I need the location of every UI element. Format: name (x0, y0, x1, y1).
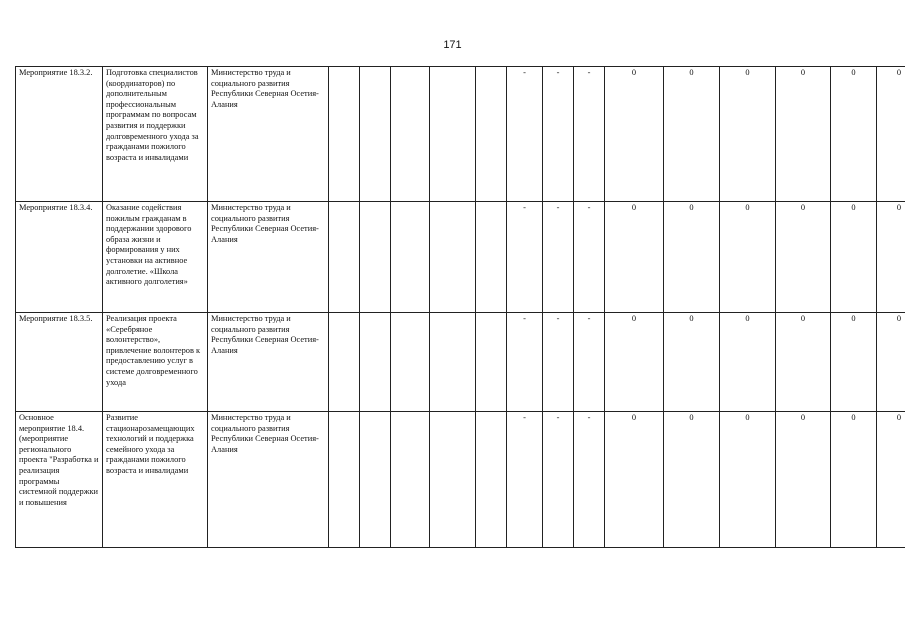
empty-cell (329, 67, 360, 202)
table-row (16, 412, 905, 548)
executor-cell: Министерство труда и социального развития Республики Северная Осетия-Алания (208, 202, 329, 313)
value-cell: 0 (605, 67, 664, 202)
dash-cell: - (574, 202, 605, 313)
value-cell: 0 (720, 313, 776, 412)
empty-cell (476, 202, 507, 313)
table-row (16, 313, 905, 412)
description-cell: Развитие стационарозамещающих технологий и поддержка семейного ухода за гражданами пожилого возраста и инвалидами (103, 412, 208, 548)
empty-cell (476, 313, 507, 412)
value-cell: 0 (776, 412, 831, 548)
description-cell: Оказание содействия пожилым гражданам в поддержании здорового образа жизни и формирования у них установки на активное долголетие. «Школа активного долголетия» (103, 202, 208, 313)
event-cell: Мероприятие 18.3.4. (16, 202, 103, 313)
empty-cell (391, 67, 430, 202)
program-table (15, 66, 905, 548)
event-cell: Основное мероприятие 18.4. (мероприятие регионального проекта "Разработка и реализация программы системной поддержки и повышения (16, 412, 103, 548)
empty-cell (430, 313, 476, 412)
value-cell: 0 (664, 313, 720, 412)
dash-cell: - (574, 412, 605, 548)
dash-cell: - (543, 202, 574, 313)
executor-cell: Министерство труда и социального развития Республики Северная Осетия-Алания (208, 313, 329, 412)
empty-cell (430, 202, 476, 313)
value-cell: 0 (877, 67, 905, 202)
value-cell: 0 (605, 313, 664, 412)
value-cell: 0 (831, 313, 877, 412)
value-cell: 0 (720, 412, 776, 548)
value-cell: 0 (605, 202, 664, 313)
event-cell: Мероприятие 18.3.2. (16, 67, 103, 202)
empty-cell (360, 202, 391, 313)
dash-cell: - (543, 313, 574, 412)
value-cell: 0 (664, 67, 720, 202)
table-row (16, 202, 905, 313)
dash-cell: - (507, 202, 543, 313)
value-cell: 0 (720, 202, 776, 313)
empty-cell (329, 202, 360, 313)
empty-cell (476, 412, 507, 548)
empty-cell (360, 313, 391, 412)
dash-cell: - (507, 313, 543, 412)
value-cell: 0 (664, 202, 720, 313)
dash-cell: - (543, 67, 574, 202)
value-cell: 0 (831, 202, 877, 313)
page-number: 171 (443, 39, 462, 51)
value-cell: 0 (605, 412, 664, 548)
value-cell: 0 (776, 67, 831, 202)
value-cell: 0 (831, 412, 877, 548)
dash-cell: - (574, 313, 605, 412)
empty-cell (329, 313, 360, 412)
empty-cell (430, 412, 476, 548)
value-cell: 0 (877, 202, 905, 313)
empty-cell (360, 67, 391, 202)
empty-cell (430, 67, 476, 202)
value-cell: 0 (720, 67, 776, 202)
event-cell: Мероприятие 18.3.5. (16, 313, 103, 412)
empty-cell (391, 202, 430, 313)
value-cell: 0 (776, 313, 831, 412)
empty-cell (391, 412, 430, 548)
empty-cell (329, 412, 360, 548)
dash-cell: - (574, 67, 605, 202)
executor-cell: Министерство труда и социального развития Республики Северная Осетия-Алания (208, 67, 329, 202)
description-cell: Подготовка специалистов (координаторов) по дополнительным профессиональным программам по вопросам развития и поддержки долговременного ухода за гражданами пожилого возраста и инвалидами (103, 67, 208, 202)
dash-cell: - (543, 412, 574, 548)
executor-cell: Министерство труда и социального развития Республики Северная Осетия-Алания (208, 412, 329, 548)
dash-cell: - (507, 412, 543, 548)
empty-cell (391, 313, 430, 412)
value-cell: 0 (664, 412, 720, 548)
empty-cell (360, 412, 391, 548)
value-cell: 0 (776, 202, 831, 313)
value-cell: 0 (831, 67, 877, 202)
value-cell: 0 (877, 412, 905, 548)
table-row (16, 67, 905, 202)
value-cell: 0 (877, 313, 905, 412)
empty-cell (476, 67, 507, 202)
dash-cell: - (507, 67, 543, 202)
description-cell: Реализация проекта «Серебряное волонтерство», привлечение волонтеров к предоставлению услуг в системе долговременного ухода (103, 313, 208, 412)
